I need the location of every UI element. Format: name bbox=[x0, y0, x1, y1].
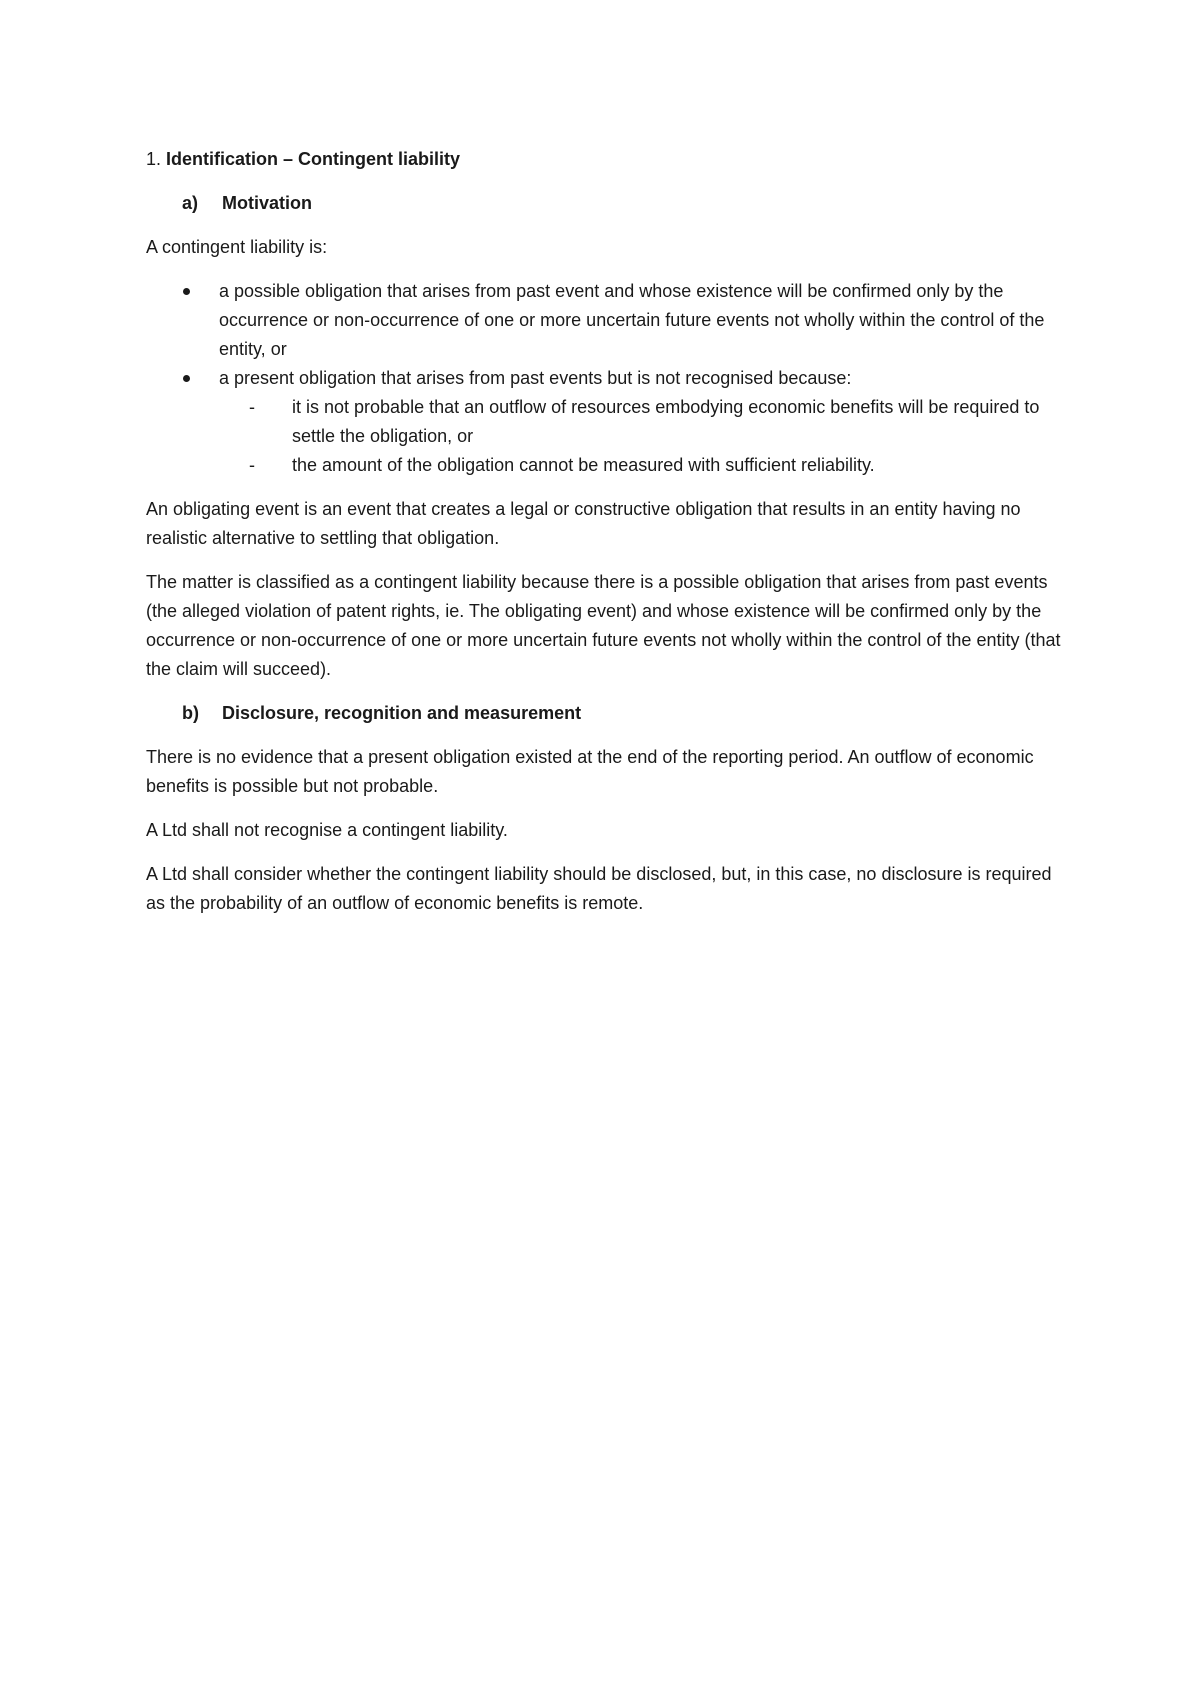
heading-title: Identification – Contingent liability bbox=[166, 149, 461, 169]
heading-number: 1. bbox=[146, 149, 162, 169]
sub-list-item bbox=[219, 451, 1066, 480]
bullet-icon bbox=[183, 288, 190, 295]
dash-icon: - bbox=[249, 397, 255, 417]
sub-list-item-text: it is not probable that an outflow of resources embodying economic benefits will be required to settle the obligation, or bbox=[292, 397, 1040, 446]
subheading-title: Motivation bbox=[222, 193, 312, 213]
sub-list-item bbox=[219, 393, 1066, 451]
paragraph-disclosure: A Ltd shall consider whether the contingent liability should be disclosed, but, in this case, no disclosure is required as the probability of an outflow of economic benefits is remote. bbox=[146, 864, 1052, 913]
document-body bbox=[146, 145, 1066, 933]
sub-list bbox=[219, 393, 1066, 480]
sub-list-item-text: the amount of the obligation cannot be measured with sufficient reliability. bbox=[292, 455, 875, 475]
list-item bbox=[146, 277, 1066, 364]
paragraph-not-recognise: A Ltd shall not recognise a contingent liability. bbox=[146, 820, 508, 840]
intro-paragraph: A contingent liability is: bbox=[146, 237, 328, 257]
subheading-marker: a) bbox=[182, 193, 199, 213]
subheading-disclosure bbox=[146, 699, 1066, 728]
definition-list bbox=[146, 277, 1066, 480]
bullet-icon bbox=[183, 375, 190, 382]
paragraph-obligating-event: An obligating event is an event that creates a legal or constructive obligation that results in an entity having no realistic alternative to settling that obligation. bbox=[146, 499, 1021, 548]
dash-icon: - bbox=[249, 455, 255, 475]
paragraph-evidence: There is no evidence that a present obligation existed at the end of the reporting period. An outflow of economic benefits is possible but not probable. bbox=[146, 747, 1034, 796]
list-item bbox=[146, 364, 1066, 480]
section-heading bbox=[146, 145, 1066, 174]
subheading-marker: b) bbox=[182, 703, 199, 723]
subheading-motivation bbox=[146, 189, 1066, 218]
list-item-text: a present obligation that arises from past events but is not recognised because: bbox=[219, 368, 852, 388]
paragraph-classification: The matter is classified as a contingent liability because there is a possible obligation that arises from past events (the alleged violation of patent rights, ie. The obligating event) and whose existence will be confirmed only by the occurrence or non-occurrence of one or more uncertain future events not wholly within the control of the entity (that the claim will succeed). bbox=[146, 572, 1061, 679]
subheading-title: Disclosure, recognition and measurement bbox=[222, 703, 582, 723]
list-item-text: a possible obligation that arises from past event and whose existence will be confirmed only by the occurrence or non-occurrence of one or more uncertain future events not wholly within the control of the entity, or bbox=[219, 281, 1045, 359]
